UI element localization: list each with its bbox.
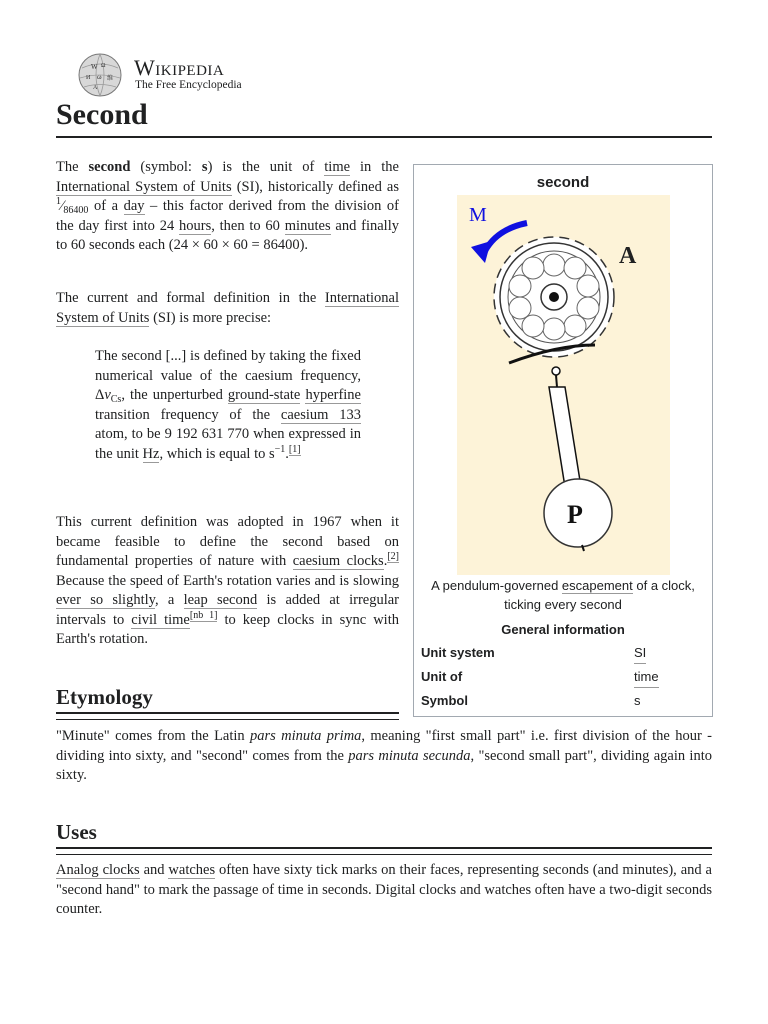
image-caption: A pendulum-governed escapement of a clock, ticking every second bbox=[431, 578, 695, 612]
title-divider bbox=[56, 136, 712, 138]
uses-heading: Uses bbox=[56, 820, 97, 844]
globe-letter: И bbox=[86, 75, 91, 81]
link-time[interactable]: time bbox=[324, 159, 351, 175]
link-ground-state[interactable]: ground-state bbox=[227, 387, 301, 403]
link-caesium-clocks[interactable]: caesium clocks bbox=[292, 553, 384, 569]
link-minutes[interactable]: minutes bbox=[284, 217, 331, 234]
row-key: Unit system bbox=[421, 645, 495, 660]
row-key: Unit of bbox=[421, 669, 463, 684]
link-caesium-133[interactable]: caesium 133 bbox=[280, 406, 362, 423]
link-civil-time[interactable]: civil time bbox=[131, 611, 190, 628]
globe-letter: W bbox=[91, 63, 98, 71]
label-p: P bbox=[567, 500, 583, 529]
reference-1[interactable]: [1] bbox=[288, 443, 301, 455]
link-day[interactable]: day bbox=[123, 198, 145, 214]
wikipedia-wordmark[interactable]: Wikipedia bbox=[134, 55, 225, 80]
escape-wheel bbox=[494, 237, 614, 357]
link-international-system-of-units[interactable]: International System of Units bbox=[56, 290, 399, 326]
uses-divider-thin bbox=[56, 854, 712, 855]
page-title: Second bbox=[56, 98, 148, 131]
infobox-section-heading: General information bbox=[501, 622, 625, 637]
uses-paragraph: Analog clocks and watches often have sixty tick marks on their faces, representing seconds (and minutes), and a "second hand" to mark the passage of time in seconds. Digital clocks and watches often have a two-digit seconds counter. bbox=[56, 862, 712, 917]
reference-2[interactable]: [2] bbox=[387, 551, 399, 562]
wikipedia-globe-logo[interactable] bbox=[74, 52, 126, 98]
link-watches[interactable]: watches bbox=[168, 862, 216, 878]
adoption-paragraph: This current definition was adopted in 1967 when it became feasible to define the second based on fundamental properties of nature with caesium clocks.[2] Because the speed of Earth's rotation varies and is slowing ever so slightly, a leap second is added at irregular intervals to civil time[nb 1] to keep clocks in sync with Earth's rotation. bbox=[56, 514, 399, 647]
escapement-illustration[interactable] bbox=[457, 195, 670, 575]
wikipedia-tagline: The Free Encyclopedia bbox=[135, 79, 242, 91]
globe-letter: 维 bbox=[107, 75, 114, 82]
label-a: A bbox=[619, 243, 637, 269]
etymology-paragraph: "Minute" comes from the Latin pars minuta prima, meaning "first small part" i.e. first division of the hour - dividing into sixty, and "second" comes from the pars minuta secunda, "second small part", dividing again into sixty. bbox=[56, 728, 712, 783]
arrow-head-icon bbox=[471, 241, 491, 263]
uses-divider bbox=[56, 847, 712, 849]
row-key: Symbol bbox=[421, 693, 468, 708]
etymology-heading: Etymology bbox=[56, 685, 153, 709]
link-analog-clocks[interactable]: Analog clocks bbox=[56, 862, 140, 878]
intro-paragraph: The second (symbol: s) is the unit of time in the International System of Units (SI), historically defined as $^1⁄_{86400}$ of a day – this factor derived from the division of the day first into 24 hours, then to 60 minutes and finally to 60 seconds each (24 × 60 × 60 = 86400). bbox=[56, 159, 400, 253]
link-hyperfine[interactable]: hyperfine bbox=[305, 387, 361, 403]
link-hours[interactable]: hours bbox=[178, 217, 212, 234]
link-international-system-of-units[interactable]: International System of Units bbox=[56, 178, 232, 195]
pendulum-bob bbox=[544, 479, 612, 551]
pendulum-rod bbox=[549, 375, 581, 487]
link-leap-second[interactable]: leap second bbox=[183, 592, 258, 608]
etymology-divider-thin bbox=[56, 719, 399, 720]
globe-letter: ω bbox=[97, 73, 102, 81]
infobox bbox=[413, 164, 713, 717]
definition-intro-paragraph: The current and formal definition in the International System of Units (SI) is more precise: bbox=[56, 290, 399, 326]
globe-letter: Ω bbox=[101, 63, 106, 69]
label-m: M bbox=[469, 204, 487, 226]
link-time[interactable]: time bbox=[634, 667, 659, 688]
note-nb-1[interactable]: [nb 1] bbox=[189, 609, 218, 621]
link-si[interactable]: SI bbox=[634, 643, 646, 664]
si-definition-quote: The second [...] is defined by taking the fixed numerical value of the caesium frequency, $\Delta\nu_{Cs}$, the unperturbed ground-state hyperfine transition frequency of the caesium 133 atom, to be 9 192 631 770 when expressed in the unit Hz, which is equal to $s^{-1}.[1]$ bbox=[95, 348, 362, 462]
link-hz[interactable]: Hz bbox=[142, 445, 160, 462]
globe-letter: A bbox=[93, 85, 98, 91]
etymology-divider bbox=[56, 712, 399, 714]
link-ever-so-slightly[interactable]: ever so slightly bbox=[56, 592, 155, 608]
infobox-title: second bbox=[536, 174, 590, 191]
row-value: s bbox=[634, 693, 641, 708]
link-escapement[interactable]: escapement bbox=[561, 578, 633, 593]
